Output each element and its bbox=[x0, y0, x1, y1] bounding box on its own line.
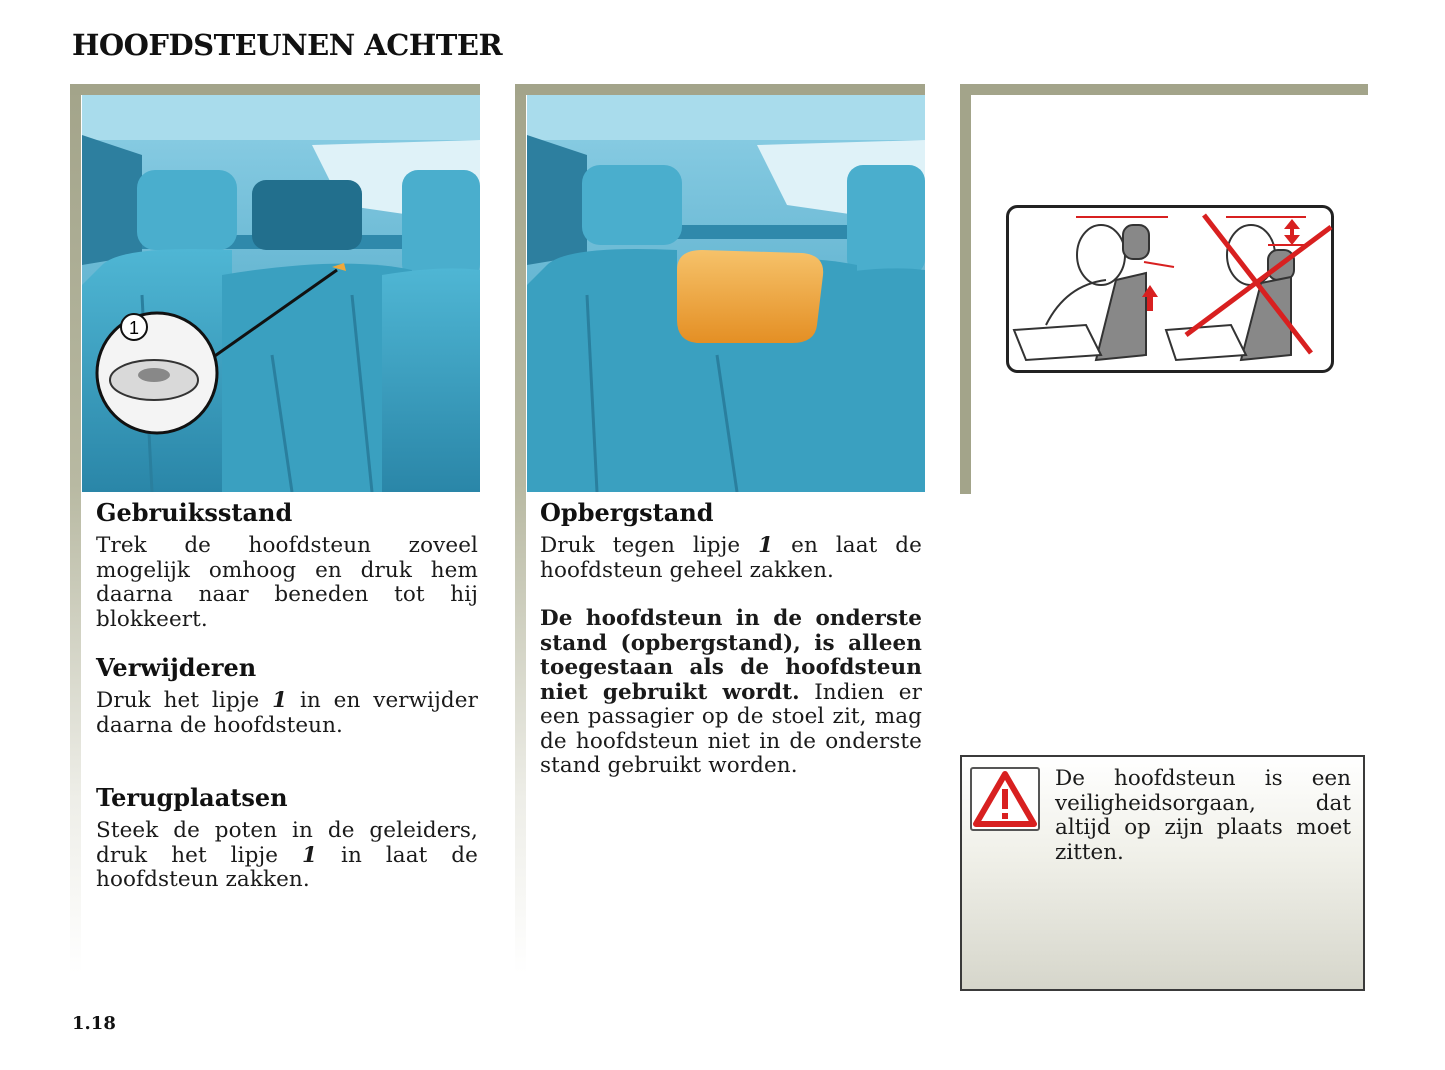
reference-number: 1 bbox=[758, 533, 774, 558]
heading-verwijderen: Verwijderen bbox=[96, 653, 257, 682]
text-gebruiksstand: Trek de hoofdsteun zoveel mogelijk omhoog en druk hem daarna naar beneden tot hij blokkeert. bbox=[96, 533, 478, 632]
column3-top-bar bbox=[960, 84, 1368, 95]
column1-side-bar bbox=[70, 84, 81, 974]
warning-rest-text: Indien er een passagier op de stoel zit, mag de hoofdsteun niet in de onderste stand gebruikt worden. bbox=[540, 679, 922, 778]
text-opbergstand: Druk tegen lipje 1 en laat de hoofdsteun geheel zakken. bbox=[540, 533, 922, 583]
headrest-position-diagram bbox=[1006, 205, 1334, 373]
column3-side-bar bbox=[960, 84, 971, 494]
callout-number: 1 bbox=[128, 318, 140, 338]
photo-headrest-use-position bbox=[82, 95, 480, 492]
heading-gebruiksstand: Gebruiksstand bbox=[96, 498, 293, 527]
text-opbergstand-warning bbox=[540, 607, 922, 779]
column2-top-bar bbox=[515, 84, 925, 95]
photo-headrest-storage-position bbox=[527, 95, 925, 492]
warning-text: De hoofdsteun is een veiligheidsorgaan, dat altijd op zijn plaats moet zitten. bbox=[1055, 766, 1351, 865]
column2-side-bar bbox=[515, 84, 526, 974]
page-title: HOOFDSTEUNEN ACHTER bbox=[72, 28, 503, 62]
reference-number: 1 bbox=[272, 688, 288, 713]
heading-opbergstand: Opbergstand bbox=[540, 498, 714, 527]
reference-number: 1 bbox=[302, 842, 318, 868]
safety-warning-box bbox=[960, 755, 1365, 991]
text-verwijderen: Druk het lipje 1 in en verwijder daarna de hoofdsteun. bbox=[96, 688, 478, 738]
column1-top-bar bbox=[70, 84, 480, 95]
warning-bold-text: De hoofdsteun in de onderste stand (opbergstand), is alleen toegestaan als de hoofdsteun niet gebruikt wordt. bbox=[540, 606, 922, 705]
text-terugplaatsen: Steek de poten in de geleiders, druk het lipje 1 in laat de hoofdsteun zakken. bbox=[96, 818, 478, 892]
page-number: 1.18 bbox=[72, 1013, 116, 1034]
heading-terugplaatsen: Terugplaatsen bbox=[96, 783, 288, 812]
warning-triangle-icon bbox=[970, 767, 1040, 831]
